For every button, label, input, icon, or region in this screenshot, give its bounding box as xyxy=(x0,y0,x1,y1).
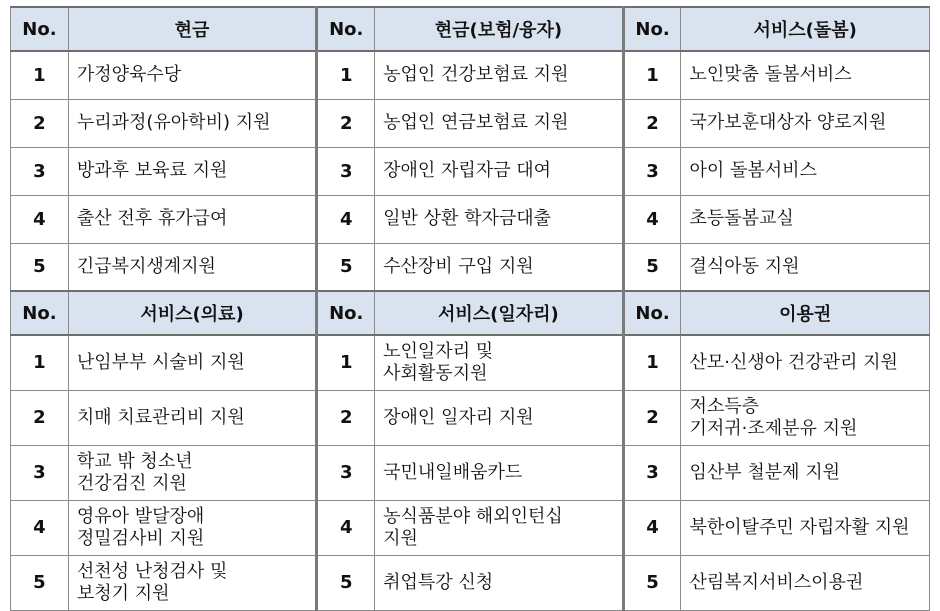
row-number: 1 xyxy=(623,335,681,390)
service-item: 선천성 난청검사 및 보청기 지원 xyxy=(68,555,316,610)
row-number: 3 xyxy=(317,147,375,195)
table-row xyxy=(11,195,930,243)
column-header-no: No. xyxy=(317,291,375,335)
service-item: 일반 상환 학자금대출 xyxy=(375,195,623,243)
row-number: 1 xyxy=(317,335,375,390)
section-header: 서비스(의료) xyxy=(68,291,316,335)
row-number: 3 xyxy=(11,445,69,500)
row-number: 3 xyxy=(623,147,681,195)
column-header-no: No. xyxy=(623,7,681,51)
table-row xyxy=(11,99,930,147)
table-row xyxy=(11,243,930,291)
service-item: 방과후 보육료 지원 xyxy=(68,147,316,195)
service-item: 출산 전후 휴가급여 xyxy=(68,195,316,243)
bottom-header-row xyxy=(11,291,930,335)
service-item: 결식아동 지원 xyxy=(681,243,930,291)
service-item: 초등돌봄교실 xyxy=(681,195,930,243)
service-item: 북한이탈주민 자립자활 지원 xyxy=(681,500,930,555)
row-number: 2 xyxy=(317,390,375,445)
service-item: 국민내일배움카드 xyxy=(375,445,623,500)
welfare-services-table xyxy=(10,6,930,611)
service-item: 긴급복지생계지원 xyxy=(68,243,316,291)
table-row xyxy=(11,500,930,555)
service-item: 농업인 연금보험료 지원 xyxy=(375,99,623,147)
service-item: 치매 치료관리비 지원 xyxy=(68,390,316,445)
column-header-no: No. xyxy=(11,7,69,51)
section-header: 이용권 xyxy=(681,291,930,335)
service-item: 난임부부 시술비 지원 xyxy=(68,335,316,390)
row-number: 5 xyxy=(623,243,681,291)
row-number: 2 xyxy=(11,99,69,147)
row-number: 5 xyxy=(317,243,375,291)
table-row xyxy=(11,445,930,500)
row-number: 5 xyxy=(317,555,375,610)
row-number: 1 xyxy=(317,51,375,99)
row-number: 5 xyxy=(11,243,69,291)
row-number: 4 xyxy=(11,500,69,555)
row-number: 5 xyxy=(11,555,69,610)
service-item: 노인일자리 및 사회활동지원 xyxy=(375,335,623,390)
row-number: 1 xyxy=(11,51,69,99)
service-item: 영유아 발달장애 정밀검사비 지원 xyxy=(68,500,316,555)
service-item: 학교 밖 청소년 건강검진 지원 xyxy=(68,445,316,500)
service-item: 국가보훈대상자 양로지원 xyxy=(681,99,930,147)
row-number: 4 xyxy=(623,195,681,243)
service-item: 누리과정(유아학비) 지원 xyxy=(68,99,316,147)
section-header: 서비스(돌봄) xyxy=(681,7,930,51)
section-header: 현금(보험/융자) xyxy=(375,7,623,51)
service-item: 장애인 자립자금 대여 xyxy=(375,147,623,195)
service-item: 가정양육수당 xyxy=(68,51,316,99)
row-number: 2 xyxy=(317,99,375,147)
row-number: 4 xyxy=(623,500,681,555)
table-row xyxy=(11,335,930,390)
service-item: 취업특강 신청 xyxy=(375,555,623,610)
service-item: 노인맞춤 돌봄서비스 xyxy=(681,51,930,99)
top-header-row xyxy=(11,7,930,51)
row-number: 1 xyxy=(11,335,69,390)
table-row xyxy=(11,555,930,610)
column-header-no: No. xyxy=(317,7,375,51)
row-number: 4 xyxy=(317,195,375,243)
service-item: 장애인 일자리 지원 xyxy=(375,390,623,445)
row-number: 5 xyxy=(623,555,681,610)
column-header-no: No. xyxy=(623,291,681,335)
section-header: 현금 xyxy=(68,7,316,51)
service-item: 저소득층 기저귀·조제분유 지원 xyxy=(681,390,930,445)
row-number: 4 xyxy=(317,500,375,555)
row-number: 1 xyxy=(623,51,681,99)
row-number: 4 xyxy=(11,195,69,243)
table-row xyxy=(11,51,930,99)
service-item: 산림복지서비스이용권 xyxy=(681,555,930,610)
row-number: 2 xyxy=(11,390,69,445)
service-item: 아이 돌봄서비스 xyxy=(681,147,930,195)
row-number: 3 xyxy=(623,445,681,500)
row-number: 2 xyxy=(623,99,681,147)
column-header-no: No. xyxy=(11,291,69,335)
service-item: 산모·신생아 건강관리 지원 xyxy=(681,335,930,390)
service-item: 임산부 철분제 지원 xyxy=(681,445,930,500)
section-header: 서비스(일자리) xyxy=(375,291,623,335)
service-item: 농업인 건강보험료 지원 xyxy=(375,51,623,99)
table-row xyxy=(11,147,930,195)
row-number: 2 xyxy=(623,390,681,445)
service-item: 수산장비 구입 지원 xyxy=(375,243,623,291)
row-number: 3 xyxy=(11,147,69,195)
table-row xyxy=(11,390,930,445)
service-item: 농식품분야 해외인턴십 지원 xyxy=(375,500,623,555)
row-number: 3 xyxy=(317,445,375,500)
